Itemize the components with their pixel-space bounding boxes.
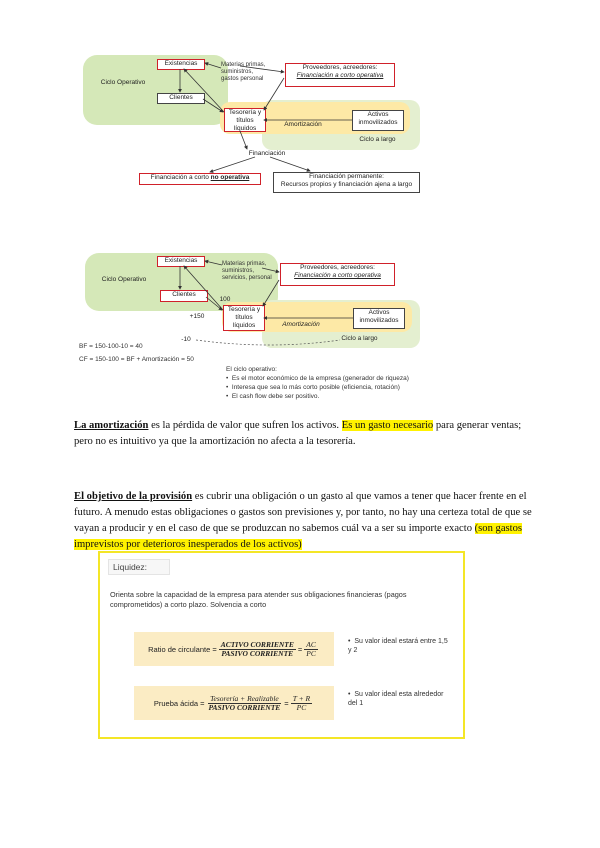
ratio-short-den: PC bbox=[306, 648, 316, 658]
ratio-denominator: PASIVO CORRIENTE bbox=[221, 648, 294, 658]
amortizacion-label: Amortización bbox=[284, 121, 322, 128]
fin-no-operativa-bold: no operativa bbox=[210, 174, 250, 181]
tesoreria-box: Tesorería y títulos líquidos bbox=[224, 108, 266, 132]
acid-denominator: PASIVO CORRIENTE bbox=[208, 702, 281, 712]
value-minus-10: -10 bbox=[181, 336, 191, 343]
materias-text-2: Materias primas, suministros, servicios, personal bbox=[222, 261, 272, 281]
ratio-note: • Su valor ideal estará entre 1,5 y 2 bbox=[348, 638, 448, 654]
ciclo-largo-label: Ciclo a largo bbox=[359, 136, 396, 143]
ratio-short-fraction bbox=[304, 641, 318, 658]
note-item: • Es el motor económico de la empresa (generador de riqueza) bbox=[226, 375, 409, 382]
materias-text: Materias primas, suministros, gastos personal bbox=[221, 62, 266, 82]
liquidez-title: Liquidez: bbox=[108, 559, 170, 575]
existencias-box-2: Existencias bbox=[157, 256, 205, 267]
value-150: +150 bbox=[189, 313, 205, 320]
fin-no-operativa-prefix: Financiación a corto bbox=[150, 174, 211, 181]
proveedores-label-2: Proveedores, acreedores: bbox=[300, 264, 375, 271]
recursos-label: Recursos propios y financiación ajena a largo bbox=[280, 181, 413, 188]
provision-paragraph bbox=[74, 489, 534, 553]
note-item: • El cash flow debe ser positivo. bbox=[226, 393, 320, 400]
ratio-short-num: AC bbox=[306, 639, 316, 649]
ratio-fraction bbox=[219, 641, 296, 658]
amortizacion-paragraph bbox=[74, 418, 534, 450]
acid-label: Prueba ácida = bbox=[153, 698, 205, 708]
acid-short-num: T + R bbox=[292, 693, 311, 703]
amortizacion-term: La amortización bbox=[74, 420, 149, 431]
activos-box: Activos inmovilizados bbox=[352, 110, 404, 131]
amortizacion-highlight: Es un gasto necesario bbox=[341, 420, 434, 431]
acid-short-den: PC bbox=[296, 702, 307, 712]
financiacion-operativa-label: Financiación a corto operativa bbox=[296, 72, 384, 79]
equation-cf: CF = 150-100 = BF + Amortización = 50 bbox=[79, 356, 194, 363]
amortizacion-text-b: para generar ventas; pero no es intuitivo ya que la amortización no afecta a la tesorería. bbox=[74, 420, 522, 447]
ratio-numerator: ACTIVO CORRIENTE bbox=[220, 639, 294, 649]
acid-fraction bbox=[207, 695, 283, 712]
clientes-box: Clientes bbox=[157, 93, 205, 104]
prueba-acida-formula bbox=[134, 686, 334, 720]
liquidez-description: Orienta sobre la capacidad de la empresa para atender sus obligaciones financieras (pagos comprometidos) a corto plazo. Solvencia a corto bbox=[110, 590, 407, 609]
ciclo-largo-label-2: Ciclo a largo bbox=[341, 335, 378, 342]
provision-term: El objetivo de la provisión bbox=[74, 491, 193, 502]
equation-bf: BF = 150-100-10 = 40 bbox=[79, 343, 143, 350]
ratio-equals: = bbox=[297, 644, 303, 654]
note-item: • Interesa que sea lo más corto posible (eficiencia, rotación) bbox=[226, 384, 400, 391]
acid-note: • Su valor ideal esta alrededor del 1 bbox=[348, 691, 444, 707]
acid-short-fraction bbox=[291, 695, 312, 712]
ciclo-operativo-label-2: Ciclo Operativo bbox=[101, 276, 147, 283]
liquidez-panel bbox=[98, 551, 465, 739]
provision-text-a: es cubrir una obligación o un gasto al que vamos a tener que hacer frente en el futuro. A menudo estas obligaciones o gastos son previsiones y, por tanto, no hay una certeza total de que se vayan a producir y en el caso de que se produzcan no sabemos cuál va a ser su importe exacto bbox=[74, 491, 532, 534]
provision-highlight: (son gastos imprevistos por deterioros inesperados de los activos) bbox=[74, 523, 523, 550]
activos-box-2: Activos inmovilizados bbox=[353, 308, 405, 329]
ratio-circulante-formula bbox=[134, 632, 334, 666]
fin-permanente-label: Financiación permanente: bbox=[309, 173, 384, 180]
acid-numerator: Tesorería + Realizable bbox=[210, 693, 279, 703]
amortizacion-label-2: Amortización bbox=[282, 321, 320, 328]
value-100: 100 bbox=[219, 296, 231, 303]
existencias-box: Existencias bbox=[157, 59, 205, 70]
clientes-box-2: Clientes bbox=[160, 290, 208, 302]
proveedores-label: Proveedores, acreedores: bbox=[302, 64, 378, 71]
ratio-label: Ratio de circulante = bbox=[148, 644, 217, 654]
tesoreria-box-2: Tesorería y títulos líquidos bbox=[223, 305, 265, 331]
notes-title: El ciclo operativo: bbox=[226, 366, 277, 373]
diagram2-arrows bbox=[0, 0, 600, 400]
amortizacion-text-a: es la pérdida de valor que sufren los activos. bbox=[148, 420, 342, 431]
financiacion-operativa-label-2: Financiación a corto operativa bbox=[294, 272, 381, 279]
ciclo-operativo-label: Ciclo Operativo bbox=[100, 79, 146, 86]
financiacion-label: Financiación bbox=[248, 150, 286, 157]
acid-equals: = bbox=[284, 698, 289, 708]
